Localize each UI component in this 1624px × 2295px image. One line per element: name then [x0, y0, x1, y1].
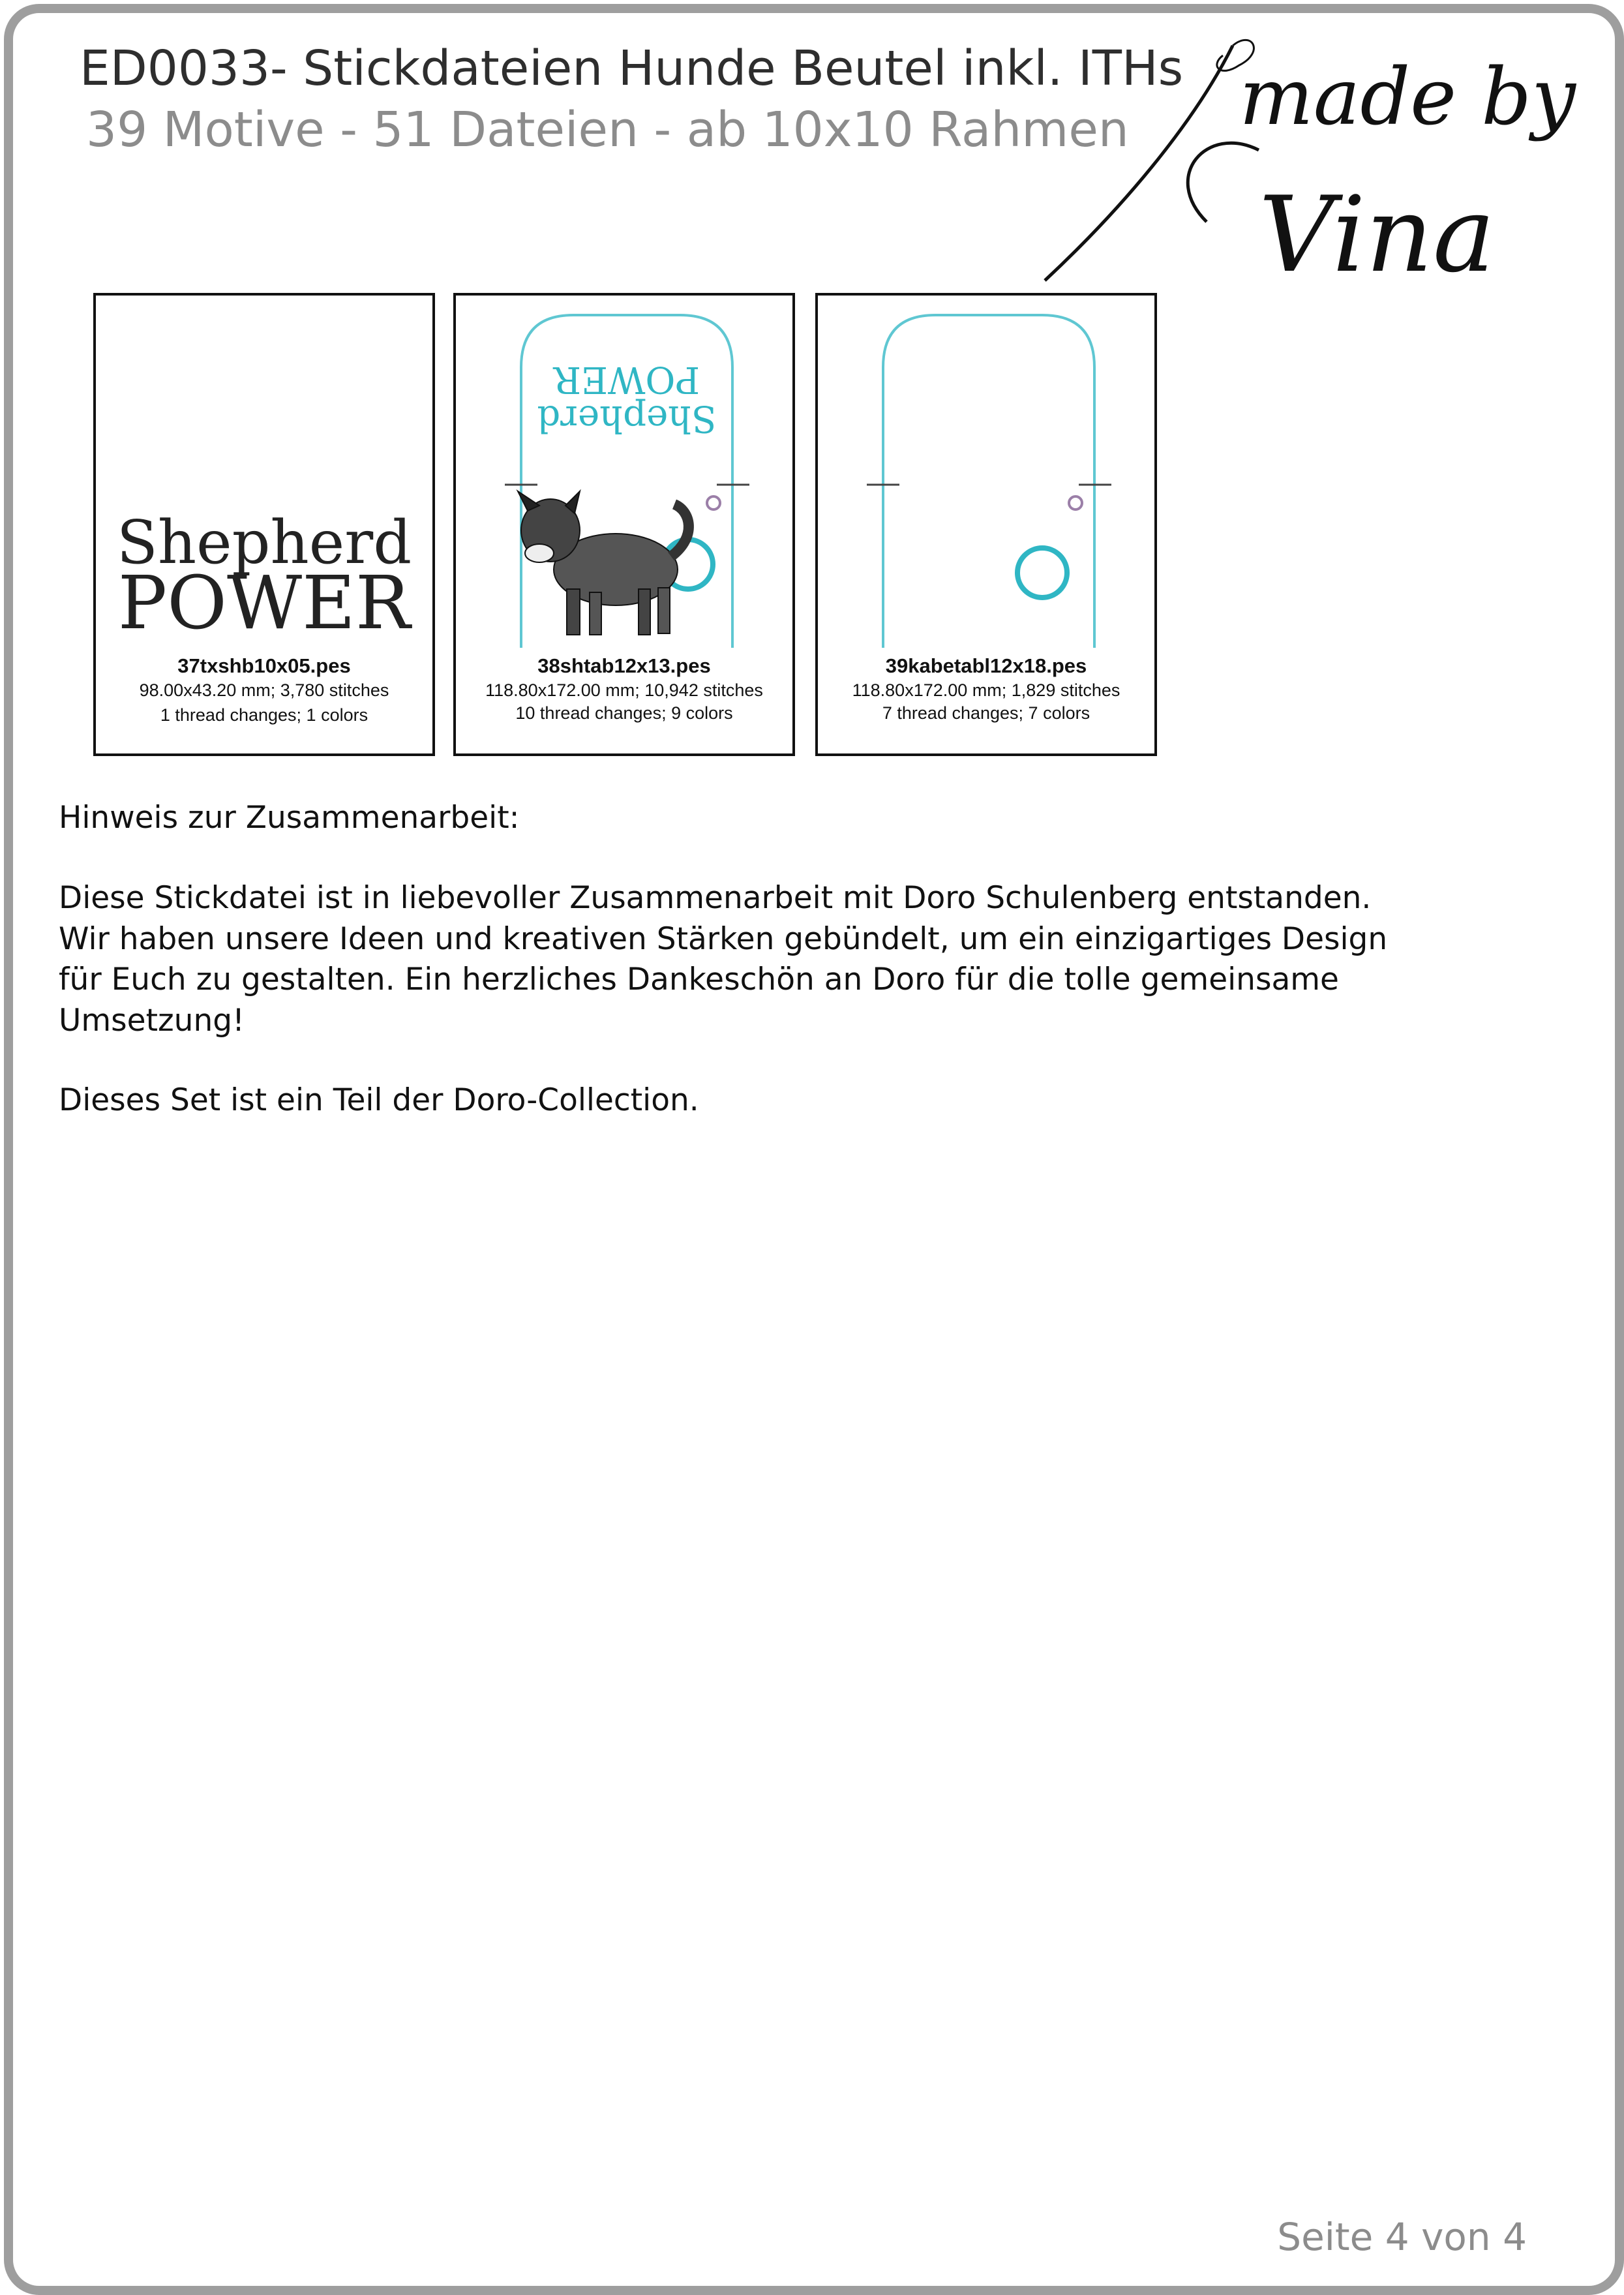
note-line-2: Wir haben unsere Ideen und kreativen Stärken gebündelt, um ein einzigartiges Design: [59, 921, 1388, 957]
design-text-line2: POWER: [117, 561, 411, 646]
small-ring-icon: [707, 496, 720, 509]
logo-line2: Vina: [1259, 174, 1496, 296]
design-size: 118.80x172.00 mm; 10,942 stitches: [485, 680, 763, 700]
design-size: 98.00x43.20 mm; 3,780 stitches: [139, 680, 389, 700]
small-ring-icon: [1069, 496, 1082, 509]
design-colors: 10 thread changes; 9 colors: [515, 703, 733, 723]
document-title: ED0033- Stickdateien Hunde Beutel inkl. ITHs: [80, 40, 1184, 97]
design-colors: 7 thread changes; 7 colors: [882, 703, 1090, 723]
design-filename: 39kabetabl12x18.pes: [885, 654, 1087, 677]
kam-snap-ring: [1017, 548, 1067, 598]
design-card-3: [815, 293, 1157, 756]
design-card-1: [93, 293, 435, 756]
note-line-1: Diese Stickdatei ist in liebevoller Zusammenarbeit mit Doro Schulenberg entstanden.: [59, 880, 1372, 916]
document-subtitle: 39 Motive - 51 Dateien - ab 10x10 Rahmen: [86, 102, 1129, 158]
tab-outline: [883, 315, 1094, 648]
design-text-line2: POWER: [553, 358, 700, 401]
shepherd-dog-icon: [518, 491, 689, 635]
design-card-2: [453, 293, 795, 756]
note-line-3: für Euch zu gestalten. Ein herzliches Dankeschön an Doro für die tolle gemeinsame: [59, 962, 1339, 997]
design-filename: 38shtab12x13.pes: [537, 654, 711, 677]
note-line-4: Umsetzung!: [59, 1003, 245, 1039]
note-heading: Hinweis zur Zusammenarbeit:: [59, 800, 520, 836]
page-number: Seite 4 von 4: [1277, 2215, 1527, 2259]
design-text-line1: Shepherd: [537, 397, 717, 440]
collection-note: Dieses Set ist ein Teil der Doro-Collection.: [59, 1082, 699, 1118]
design-colors: 1 thread changes; 1 colors: [160, 705, 368, 725]
design-size: 118.80x172.00 mm; 1,829 stitches: [852, 680, 1120, 700]
needle-icon: [1045, 46, 1233, 281]
design-filename: 37txshb10x05.pes: [177, 654, 351, 677]
made-by-vina-logo: [1044, 26, 1576, 296]
design-text-line1: Shepherd: [116, 508, 412, 577]
logo-line1: made by: [1239, 52, 1576, 143]
